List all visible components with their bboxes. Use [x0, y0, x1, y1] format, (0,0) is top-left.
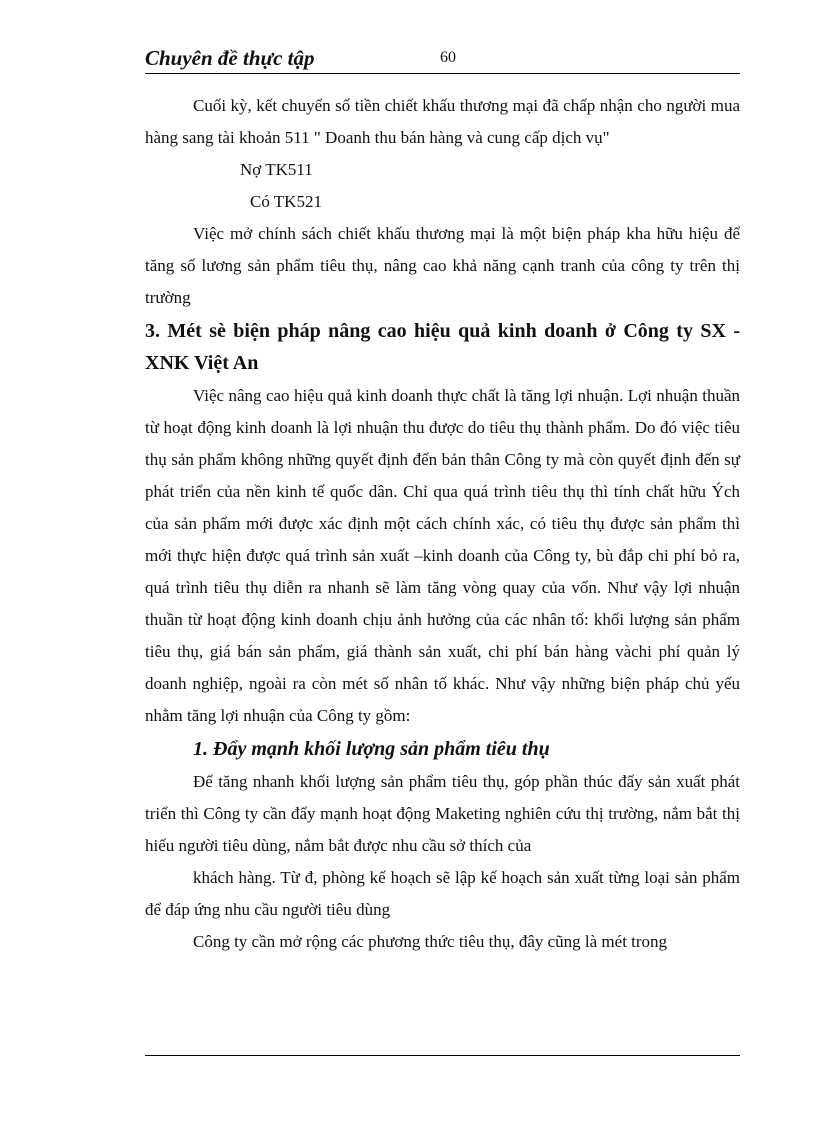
subsection-heading: 1. Đẩy mạnh khối lượng sản phẩm tiêu thụ: [193, 738, 550, 760]
paragraph-production-plan: khách hàng. Từ đ, phòng kế hoạch sẽ lập kế hoạch sản xuất từng loại sản phẩm để đáp ứng nhu cầu người tiêu dùng: [145, 868, 740, 919]
paragraph-discount-transfer: Cuối kỳ, kết chuyển số tiền chiết khấu thương mại đã chấp nhận cho người mua hàng sang tài khoản 511 " Doanh thu bán hàng và cung cấp dịch vụ": [145, 96, 740, 147]
page-body: [145, 90, 740, 958]
section-heading: 3. Mét sè biện pháp nâng cao hiệu quả kinh doanh ở Công ty SX - XNK Việt An: [145, 320, 740, 374]
account-credit-entry: Có TK521: [250, 192, 322, 211]
account-debit-entry: Nợ TK511: [240, 160, 313, 179]
paragraph-efficiency: Việc nâng cao hiệu quả kinh doanh thực chất là tăng lợi nhuận. Lợi nhuận thuần từ hoạt động kinh doanh là lợi nhuận thu được do tiêu thụ thành phẩm. Do đó việc tiêu thụ sản phẩm không những quyết định đến bản thân Công ty mà còn quyết định đến sự phát triển của nền kinh tế quốc dân. Chỉ qua quá trình tiêu thụ thì tính chất hữu Ých của sản phẩm mới được xác định một cách chính xác, có tiêu thụ được sản phẩm thì mới thực hiện được quá trình sản xuất –kinh doanh của Công ty, bù đắp chi phí bỏ ra, quá trình tiêu thụ diễn ra nhanh sẽ làm tăng vòng quay của vốn. Như vậy lợi nhuận thuần từ hoạt động kinh doanh chịu ảnh hưởng của các nhân tố: khối lượng sản phẩm tiêu thụ, giá bán sản phẩm, giá thành sản xuất, chi phí bán hàng vàchi phí quản lý doanh nghiệp, ngoài ra còn mét số nhân tố khác. Như vậy những biện pháp chủ yếu nhằm tăng lợi nhuận của Công ty gồm:: [145, 386, 740, 725]
header-rule: [145, 73, 740, 74]
footer-rule: [145, 1055, 740, 1056]
paragraph-marketing: Để tăng nhanh khối lượng sản phẩm tiêu thụ, góp phần thúc đẩy sản xuất phát triển thì Công ty cần đẩy mạnh hoạt động Maketing nghiên cứu thị trường, nắm bắt thị hiếu người tiêu dùng, nắm bắt được nhu cầu sở thích của: [145, 772, 740, 855]
paragraph-discount-policy: Việc mở chính sách chiết khấu thương mại là một biện pháp kha hữu hiệu để tăng số lương sản phẩm tiêu thụ, nâng cao khả năng cạnh tranh của công ty trên thị trường: [145, 224, 740, 307]
header-title: Chuyên đề thực tập: [145, 46, 315, 70]
page-number: 60: [440, 49, 456, 66]
paragraph-sales-methods: Công ty cần mở rộng các phương thức tiêu thụ, đây cũng là mét trong: [193, 932, 668, 951]
